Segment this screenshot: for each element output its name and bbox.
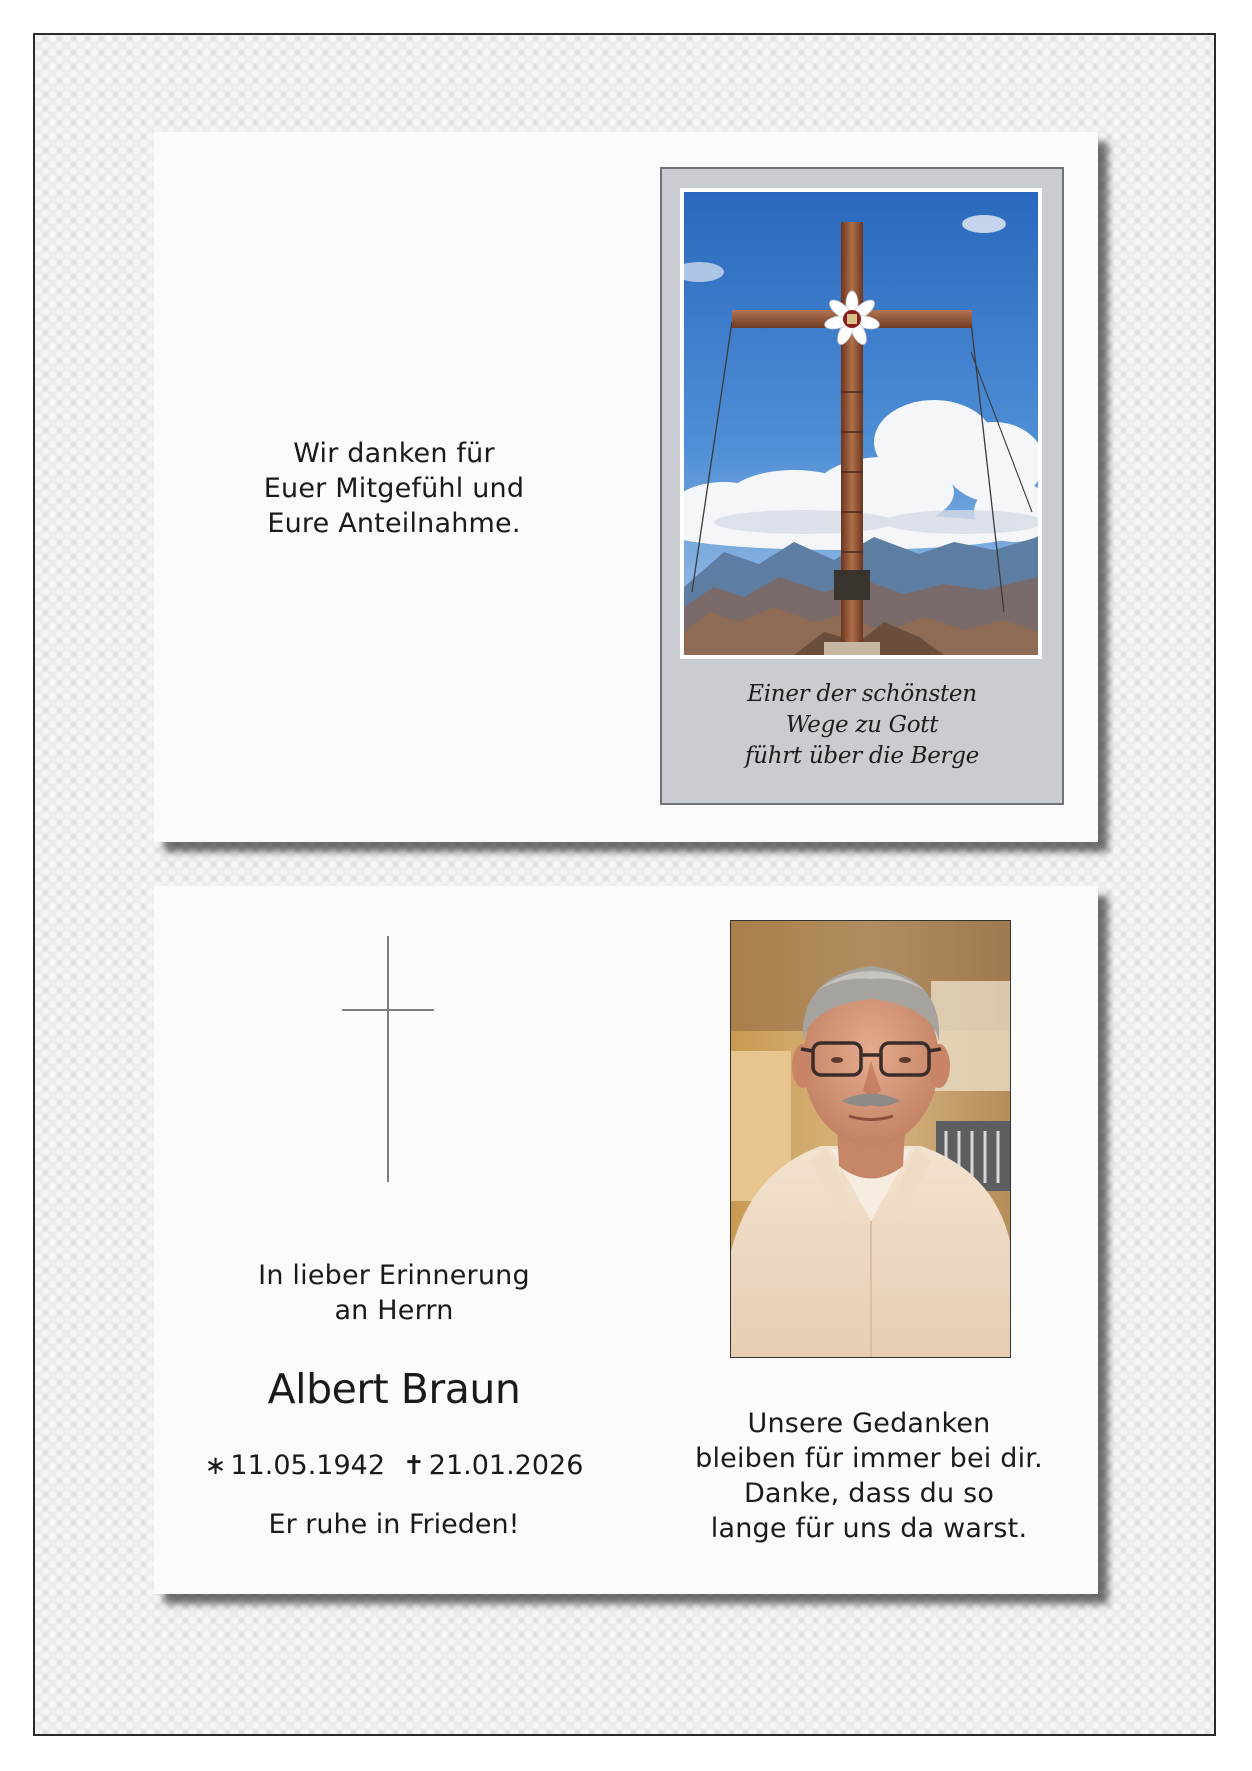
verse-line-3: führt über die Berge [745, 743, 979, 769]
rest-in-peace-text: Er ruhe in Frieden! [268, 1509, 520, 1540]
summit-cross-icon [684, 192, 1038, 655]
picture-panel [660, 167, 1064, 805]
portrait-icon [731, 921, 1010, 1357]
farewell-line-4: lange für uns da warst. [710, 1513, 1028, 1544]
farewell-line-3: Danke, dass du so [743, 1478, 995, 1509]
thanks-line-2: Euer Mitgefühl und [263, 473, 525, 504]
farewell-line-1: Unsere Gedanken [747, 1408, 991, 1439]
deceased-name: Albert Braun [267, 1365, 521, 1413]
thank-you-card [154, 132, 1098, 842]
verse-line-1: Einer der schönsten [747, 681, 977, 707]
life-dates [194, 1449, 594, 1483]
thank-you-text [214, 436, 574, 541]
birth-date: 11.05.1942 [230, 1450, 385, 1481]
summit-cross-photo [680, 188, 1042, 659]
thanks-line-1: Wir danken für [293, 438, 495, 469]
memory-text [214, 1258, 574, 1328]
farewell-text [659, 1406, 1079, 1546]
farewell-line-2: bleiben für immer bei dir. [695, 1443, 1043, 1474]
memory-line-1: In lieber Erinnerung [258, 1260, 530, 1291]
thin-cross-icon [342, 936, 434, 1182]
verse-text [662, 679, 1062, 772]
thanks-line-3: Eure Anteilnahme. [267, 508, 521, 539]
memorial-card [154, 886, 1098, 1594]
death-cross-icon: ✝ [403, 1451, 425, 1481]
verse-line-2: Wege zu Gott [785, 712, 939, 738]
birth-star-icon: ∗ [204, 1451, 227, 1481]
memory-line-2: an Herrn [334, 1295, 454, 1326]
death-date: 21.01.2026 [428, 1450, 584, 1481]
portrait-photo [730, 920, 1011, 1358]
